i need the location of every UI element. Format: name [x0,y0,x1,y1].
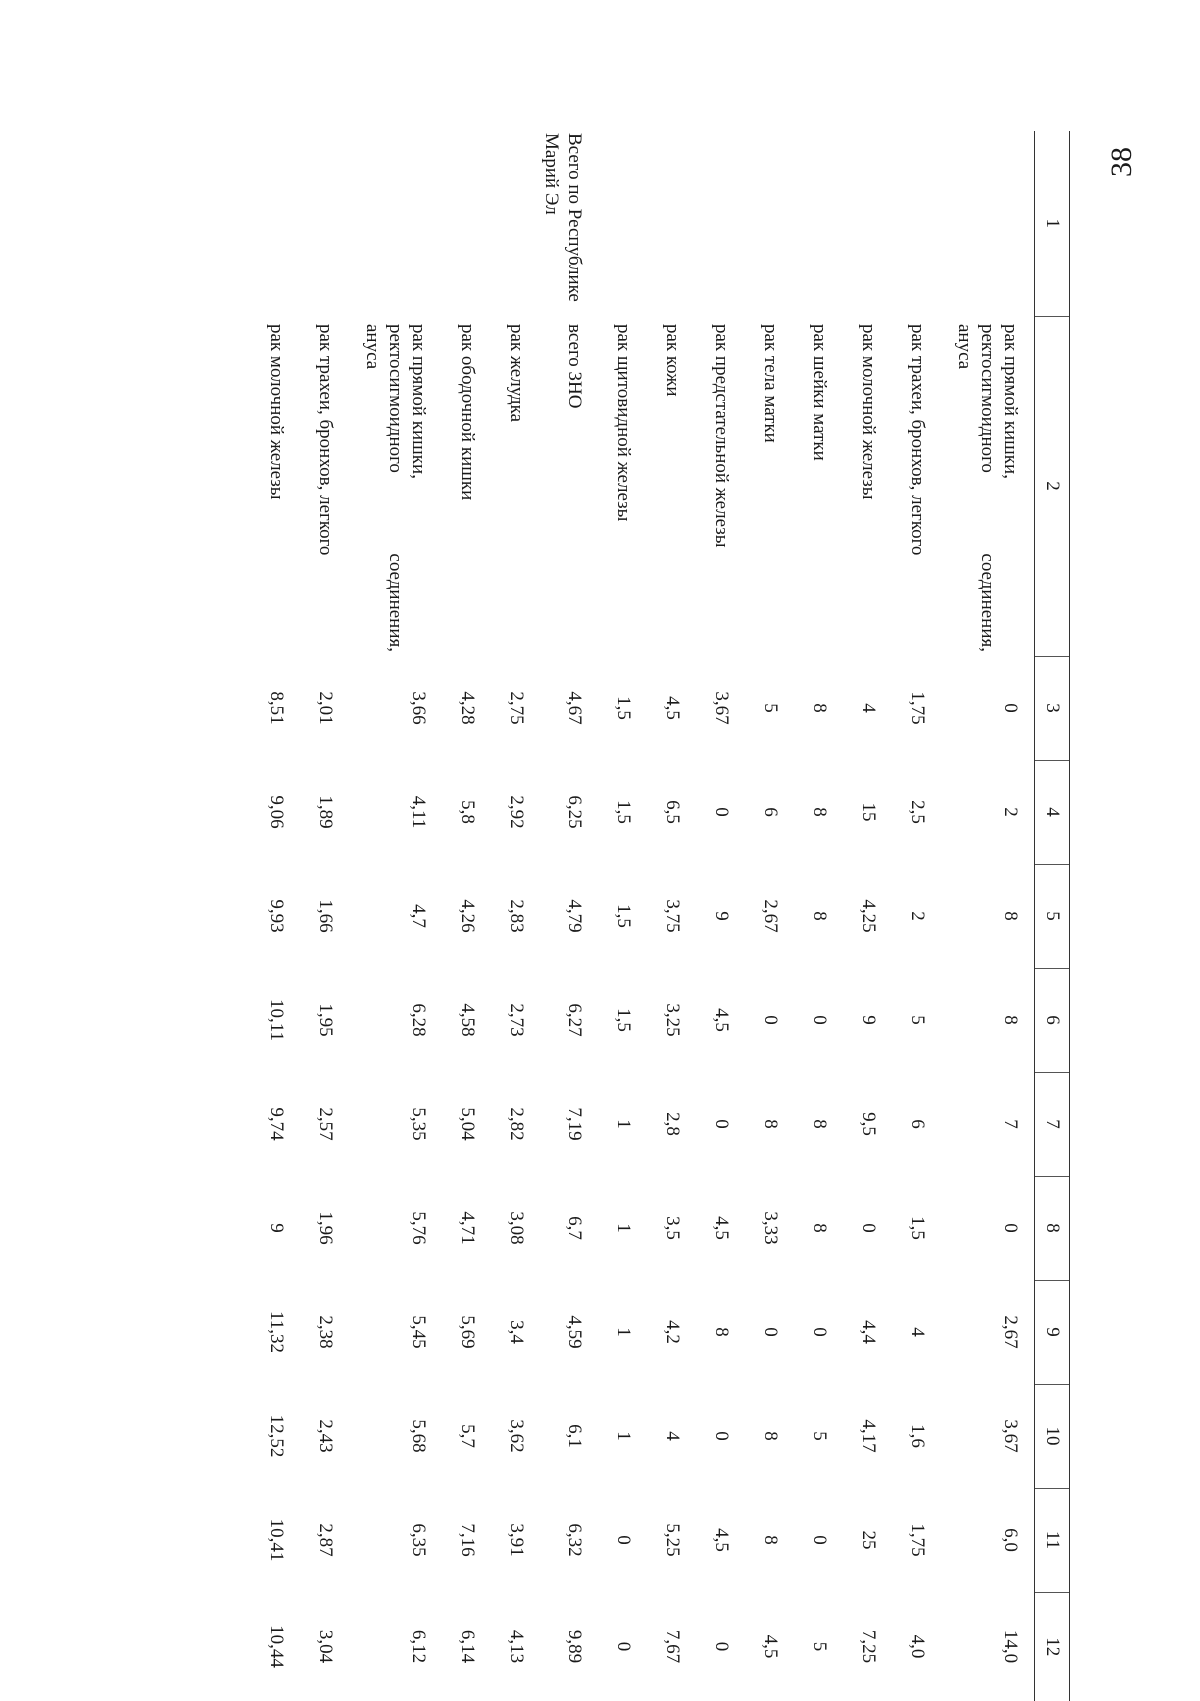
value-cell-col-12: 7,25 [858,1629,880,1664]
column-header-3: 3 [1035,656,1070,760]
value-cell-col-5: 1,5 [613,904,635,928]
value-cell-col-8: 4,5 [711,1216,733,1240]
value-cell-col-12: 0 [711,1641,733,1652]
indicator-name-cell [350,316,443,656]
value-cell-col-9: 2,67 [1000,1315,1021,1349]
value-cell-col-5: 8 [809,911,831,921]
table-row [492,131,541,1701]
indicator-name-line: рак шейки матки [809,324,831,461]
value-cell-col-4: 6,25 [564,795,586,829]
indicator-name-cell [492,316,541,656]
value-cell-col-8: 1 [613,1223,635,1233]
value-cell-col-7: 8 [809,1119,831,1129]
indicator-name-cell [252,316,301,656]
group-cell [746,131,795,316]
value-cell-col-11: 25 [858,1530,880,1550]
indicator-name-line: рак прямой кишки, [1000,324,1021,479]
value-cell-col-4: 9,06 [266,795,288,829]
value-cell-col-3: 5 [760,703,782,713]
value-cell-col-12: 4,0 [907,1634,929,1659]
value-cell-col-5: 8 [1000,911,1021,921]
value-cell-col-12: 4,13 [506,1629,528,1664]
value-cell-col-7: 5,35 [408,1107,430,1141]
table-row [746,131,795,1701]
value-cell-col-4: 4,11 [408,795,430,829]
value-cell-col-8: 8 [809,1223,831,1233]
value-cell-col-9: 4 [907,1327,929,1337]
value-cell-col-6: 8 [1000,1015,1021,1025]
value-cell-col-9: 4,2 [662,1320,684,1344]
group-cell: Всего по Республике Марий Эл [541,133,586,302]
value-cell-col-11: 5,25 [662,1523,684,1557]
value-cell-col-12: 5 [809,1641,831,1652]
table-body [252,131,1035,1701]
value-cell-col-7: 9,5 [858,1112,880,1136]
group-cell [443,131,492,316]
value-cell-col-6: 0 [809,1015,831,1025]
indicator-name-line: рак тела матки [760,324,782,443]
table-row [697,131,746,1701]
value-cell-col-8: 9 [266,1223,288,1233]
value-cell-col-5: 9,93 [266,899,288,933]
value-cell-col-6: 1,95 [315,1003,337,1037]
table-row [252,131,301,1701]
indicator-name-cell [893,316,942,656]
value-cell-col-4: 1,5 [613,800,635,824]
indicator-name-cell [648,316,697,656]
value-cell-col-11: 6,35 [408,1523,430,1557]
column-header-4: 4 [1035,760,1070,864]
value-cell-col-5: 4,7 [408,904,430,928]
indicator-name-line: рак трахеи, бронхов, легкого [315,324,337,556]
group-cell [697,131,746,316]
value-cell-col-7: 5,04 [457,1107,479,1141]
value-cell-col-11: 10,41 [266,1518,288,1562]
indicator-name-cell [795,316,844,656]
value-cell-col-12: 14,0 [1000,1629,1021,1664]
indicator-name-cell [599,316,648,656]
indicator-name-cell [942,316,1035,656]
value-cell-col-8: 0 [1000,1223,1021,1233]
value-cell-col-4: 1,89 [315,795,337,829]
table-row [942,131,1035,1701]
column-header-12: 12 [1035,1592,1070,1701]
value-cell-col-12: 4,5 [760,1634,782,1659]
value-cell-col-12: 7,67 [662,1629,684,1664]
value-cell-col-4: 2 [1000,807,1021,817]
group-cell [599,131,648,316]
value-cell-col-9: 0 [809,1327,831,1337]
value-cell-col-12: 0 [613,1641,635,1652]
value-cell-col-7: 2,82 [506,1107,528,1141]
value-cell-col-11: 8 [760,1535,782,1545]
indicator-name-line: рак кожи [662,324,684,397]
value-cell-col-7: 1 [613,1119,635,1129]
indicator-name-line: ануса [362,324,384,370]
value-cell-col-3: 2,75 [506,691,528,725]
value-cell-col-3: 4,67 [564,691,586,725]
value-cell-col-12: 9,89 [564,1629,586,1664]
value-cell-col-7: 2,57 [315,1107,337,1141]
value-cell-col-8: 1,5 [907,1216,929,1240]
value-cell-col-9: 1 [613,1327,635,1337]
indicator-name-line: ректосигмоидного соединения, [385,324,407,652]
value-cell-col-9: 11,32 [266,1310,288,1354]
value-cell-col-7: 6 [907,1119,929,1129]
value-cell-col-12: 6,14 [457,1629,479,1664]
value-cell-col-5: 2 [907,911,929,921]
indicator-name-line: ректосигмоидного соединения, [977,324,998,652]
value-cell-col-3: 2,01 [315,691,337,725]
value-cell-col-5: 4,79 [564,899,586,933]
value-cell-col-8: 3,5 [662,1216,684,1240]
statistics-table [252,131,1071,1701]
column-header-9: 9 [1035,1280,1070,1384]
value-cell-col-8: 0 [858,1223,880,1233]
value-cell-col-5: 3,75 [662,899,684,933]
value-cell-col-12: 3,04 [315,1629,337,1664]
value-cell-col-10: 2,43 [315,1419,337,1453]
value-cell-col-8: 4,71 [457,1211,479,1245]
value-cell-col-3: 4 [858,703,880,713]
value-cell-col-7: 7 [1000,1119,1021,1129]
value-cell-col-3: 8 [809,703,831,713]
value-cell-col-4: 0 [711,807,733,817]
table-row [599,131,648,1701]
value-cell-col-7: 2,8 [662,1112,684,1136]
value-cell-col-9: 4,4 [858,1320,880,1344]
value-cell-col-6: 1,5 [613,1008,635,1032]
value-cell-col-5: 9 [711,911,733,921]
indicator-name-cell [746,316,795,656]
value-cell-col-6: 2,73 [506,1003,528,1037]
value-cell-col-11: 7,16 [457,1523,479,1557]
value-cell-col-6: 5 [907,1015,929,1025]
value-cell-col-10: 5,7 [457,1424,479,1448]
indicator-name-line: рак щитовидной железы [613,324,635,522]
column-header-2: 2 [1035,316,1070,656]
value-cell-col-11: 1,75 [907,1523,929,1557]
value-cell-col-5: 2,83 [506,899,528,933]
group-cell [301,131,350,316]
group-cell [893,131,942,316]
value-cell-col-10: 4,17 [858,1419,880,1453]
value-cell-col-4: 6,5 [662,800,684,824]
indicator-name-cell [541,316,599,656]
value-cell-col-8: 6,7 [564,1216,586,1240]
value-cell-col-3: 4,28 [457,691,479,725]
group-cell [252,131,301,316]
value-cell-col-5: 4,26 [457,899,479,933]
value-cell-col-9: 2,38 [315,1315,337,1349]
value-cell-col-9: 0 [760,1327,782,1337]
value-cell-col-6: 10,11 [266,998,288,1042]
table-row [443,131,492,1701]
group-cell [492,131,541,316]
indicator-name-line: рак трахеи, бронхов, легкого [907,324,929,556]
value-cell-col-10: 0 [711,1431,733,1441]
group-cell [648,131,697,316]
indicator-name-line: рак молочной железы [266,324,288,500]
value-cell-col-4: 2,5 [907,800,929,824]
value-cell-col-4: 15 [858,802,880,822]
value-cell-col-11: 6,32 [564,1523,586,1557]
value-cell-col-7: 8 [760,1119,782,1129]
indicator-name-cell [301,316,350,656]
value-cell-col-7: 0 [711,1119,733,1129]
value-cell-col-10: 4 [662,1431,684,1441]
table-row [648,131,697,1701]
page-number: 38 [1105,147,1138,177]
value-cell-col-3: 4,5 [662,696,684,720]
value-cell-col-5: 1,66 [315,899,337,933]
value-cell-col-8: 1,96 [315,1211,337,1245]
value-cell-col-10: 3,62 [506,1419,528,1453]
table-row [844,131,893,1701]
value-cell-col-9: 3,4 [506,1320,528,1344]
indicator-name-line: рак молочной железы [858,324,880,500]
value-cell-col-9: 5,45 [408,1315,430,1349]
value-cell-col-10: 3,67 [1000,1419,1021,1453]
value-cell-col-3: 1,5 [613,696,635,720]
value-cell-col-11: 0 [613,1535,635,1545]
rotated-table-wrapper [210,131,1070,1701]
value-cell-col-5: 2,67 [760,899,782,933]
value-cell-col-3: 3,66 [408,691,430,725]
column-header-10: 10 [1035,1384,1070,1488]
group-cell [350,131,443,316]
table-row [893,131,942,1701]
value-cell-col-5: 4,25 [858,899,880,933]
value-cell-col-4: 8 [809,807,831,817]
value-cell-col-10: 8 [760,1431,782,1441]
value-cell-col-11: 4,5 [711,1528,733,1552]
value-cell-col-6: 3,25 [662,1003,684,1037]
group-cell [844,131,893,316]
value-cell-col-11: 6,0 [1000,1528,1021,1552]
header-row [1035,131,1070,1701]
group-cell [942,131,1035,316]
value-cell-col-10: 6,1 [564,1424,586,1448]
value-cell-col-7: 7,19 [564,1107,586,1141]
indicator-name-cell [844,316,893,656]
value-cell-col-11: 2,87 [315,1523,337,1557]
column-header-7: 7 [1035,1072,1070,1176]
value-cell-col-3: 8,51 [266,691,288,725]
column-header-6: 6 [1035,968,1070,1072]
value-cell-col-10: 1,6 [907,1424,929,1448]
column-header-5: 5 [1035,864,1070,968]
table-row [541,131,599,1701]
value-cell-col-8: 3,33 [760,1211,782,1245]
column-header-1: 1 [1035,131,1070,316]
value-cell-col-3: 0 [1000,703,1021,713]
indicator-name-line: рак предстательной железы [711,324,733,548]
value-cell-col-11: 0 [809,1535,831,1545]
indicator-name-line: рак ободочной кишки [457,324,479,501]
indicator-name-line: всего ЗНО [564,324,586,409]
indicator-name-line: ануса [954,324,975,370]
value-cell-col-6: 6,27 [564,1003,586,1037]
value-cell-col-6: 0 [760,1015,782,1025]
value-cell-col-6: 4,58 [457,1003,479,1037]
table-row [301,131,350,1701]
value-cell-col-10: 5 [809,1431,831,1441]
value-cell-col-7: 9,74 [266,1107,288,1141]
value-cell-col-6: 6,28 [408,1003,430,1037]
group-cell [795,131,844,316]
value-cell-col-12: 10,44 [266,1625,288,1668]
value-cell-col-8: 3,08 [506,1211,528,1245]
table-row [795,131,844,1701]
value-cell-col-9: 8 [711,1327,733,1337]
value-cell-col-4: 6 [760,807,782,817]
value-cell-col-3: 3,67 [711,691,733,725]
value-cell-col-10: 12,52 [266,1414,288,1458]
value-cell-col-3: 1,75 [907,691,929,725]
column-header-11: 11 [1035,1488,1070,1592]
indicator-name-cell [443,316,492,656]
value-cell-col-11: 3,91 [506,1523,528,1557]
value-cell-col-4: 5,8 [457,800,479,824]
indicator-name-line: рак прямой кишки, [408,324,430,479]
indicator-name-cell [697,316,746,656]
indicator-name-line: рак желудка [506,324,528,423]
value-cell-col-10: 5,68 [408,1419,430,1453]
value-cell-col-9: 4,59 [564,1315,586,1349]
column-header-8: 8 [1035,1176,1070,1280]
value-cell-col-12: 6,12 [408,1629,430,1664]
value-cell-col-10: 1 [613,1431,635,1441]
table-row [350,131,443,1701]
value-cell-col-6: 9 [858,1015,880,1025]
value-cell-col-9: 5,69 [457,1315,479,1349]
value-cell-col-8: 5,76 [408,1211,430,1245]
value-cell-col-6: 4,5 [711,1008,733,1032]
value-cell-col-4: 2,92 [506,795,528,829]
